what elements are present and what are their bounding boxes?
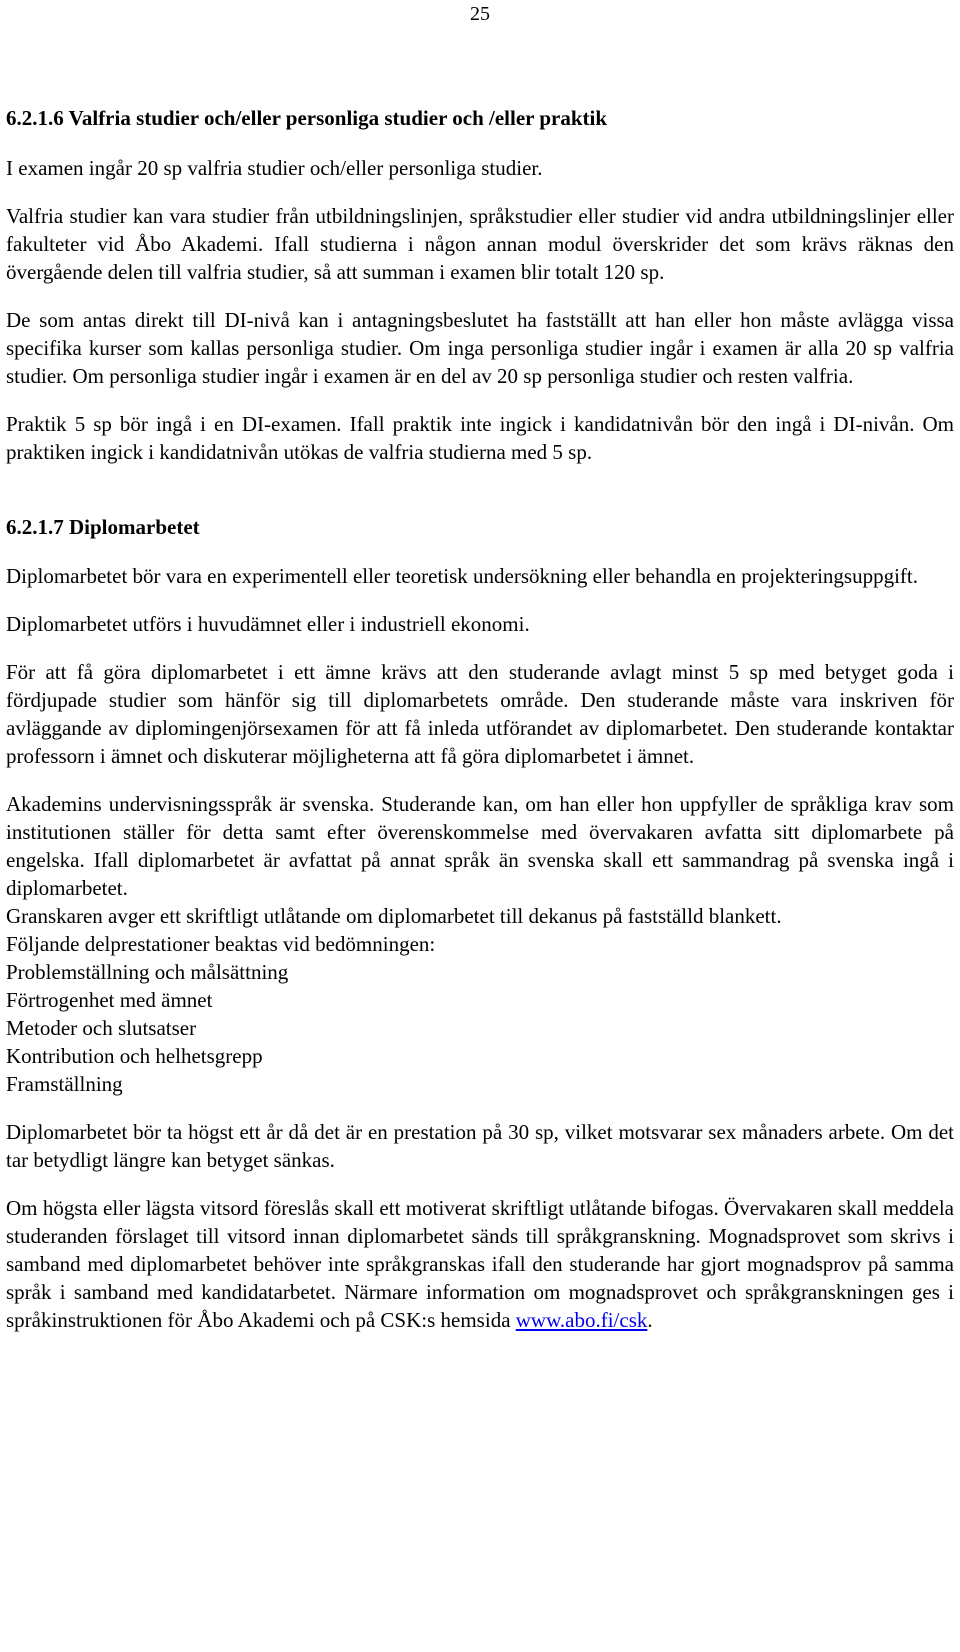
paragraph: Akademins undervisningsspråk är svenska. Studerande kan, om han eller hon uppfyller de språkliga krav som institutionen ställer för detta samt efter överenskommelse med övervakaren avfatta sitt diplomarbete på engelska. Ifall diplomarbetet är avfattat på annat språk än svenska skall ett sammandrag på svenska ingå i diplomarbetet. — [6, 792, 954, 900]
assessment-intro: Granskaren avger ett skriftligt utlåtande om diplomarbetet till dekanus på fastställd blankett. — [6, 904, 782, 928]
page-content — [6, 104, 954, 1334]
final-period: . — [647, 1308, 653, 1332]
paragraph: I examen ingår 20 sp valfria studier och/eller personliga studier. — [6, 156, 543, 180]
assessment-item: Kontribution och helhetsgrepp — [6, 1044, 263, 1068]
assessment-item: Metoder och slutsatser — [6, 1016, 197, 1040]
paragraph-final — [6, 1194, 954, 1334]
section-heading-diplomarbetet: 6.2.1.7 Diplomarbetet — [6, 515, 200, 539]
assessment-item: Förtrogenhet med ämnet — [6, 988, 213, 1012]
paragraph: För att få göra diplomarbetet i ett ämne krävs att den studerande avlagt minst 5 sp med betyget goda i fördjupade studier som hänför sig till diplomarbetets område. Den studerande måste vara inskriven för avläggande av diplomingenjörsexamen för att få inleda utförandet av diplomarbetet. Den studerande kontaktar professorn i ämnet och diskuterar möjligheterna att få göra diplomarbetet i ämnet. — [6, 660, 954, 768]
assessment-intro: Följande delprestationer beaktas vid bedömningen: — [6, 932, 436, 956]
paragraph: Diplomarbetet bör vara en experimentell eller teoretisk undersökning eller behandla en projekteringsuppgift. — [6, 564, 919, 588]
assessment-item: Problemställning och målsättning — [6, 960, 289, 984]
paragraph: Diplomarbetet utförs i huvudämnet eller i industriell ekonomi. — [6, 612, 530, 636]
assessment-item: Framställning — [6, 1072, 123, 1096]
paragraph: Valfria studier kan vara studier från utbildningslinjen, språkstudier eller studier vid andra utbildningslinjer eller fakulteter vid Åbo Akademi. Ifall studierna i någon annan modul överskrider det som krävs räknas den övergående delen till valfria studier, så att summan i examen blir totalt 120 sp. — [6, 204, 954, 284]
paragraph-final-text: Om högsta eller lägsta vitsord föreslås skall ett motiverat skriftligt utlåtande bifogas. Övervakaren skall meddela studeranden förslaget till vitsord innan diplomarbetet sänds till språkgranskning. Mognadsprovet som skrivs i samband med diplomarbetet behöver inte språkgranskas ifall den studerande har gjort mognadsprov på samma språk i samband med kandidatarbetet. Närmare information om mognadsprovet och språkgranskningen ges i språkinstruktionen för Åbo Akademi och på CSK:s hemsida — [6, 1196, 954, 1332]
paragraph: De som antas direkt till DI-nivå kan i antagningsbeslutet ha fastställt att han eller hon måste avlägga vissa specifika kurser som kallas personliga studier. Om inga personliga studier ingår i examen är alla 20 sp valfria studier. Om personliga studier ingår i examen är en del av 20 sp personliga studier och resten valfria. — [6, 308, 954, 388]
paragraph: Diplomarbetet bör ta högst ett år då det är en prestation på 30 sp, vilket motsvarar sex månaders arbete. Om det tar betydligt längre kan betyget sänkas. — [6, 1120, 954, 1172]
csk-website-link[interactable]: www.abo.fi/csk — [515, 1308, 648, 1332]
section-heading-valfria-studier: 6.2.1.6 Valfria studier och/eller personliga studier och /eller praktik — [6, 106, 608, 130]
paragraph: Praktik 5 sp bör ingå i en DI-examen. Ifall praktik inte ingick i kandidatnivån bör den ingå i DI-nivån. Om praktiken ingick i kandidatnivån utökas de valfria studierna med 5 sp. — [6, 412, 954, 464]
page-number: 25 — [470, 3, 490, 25]
